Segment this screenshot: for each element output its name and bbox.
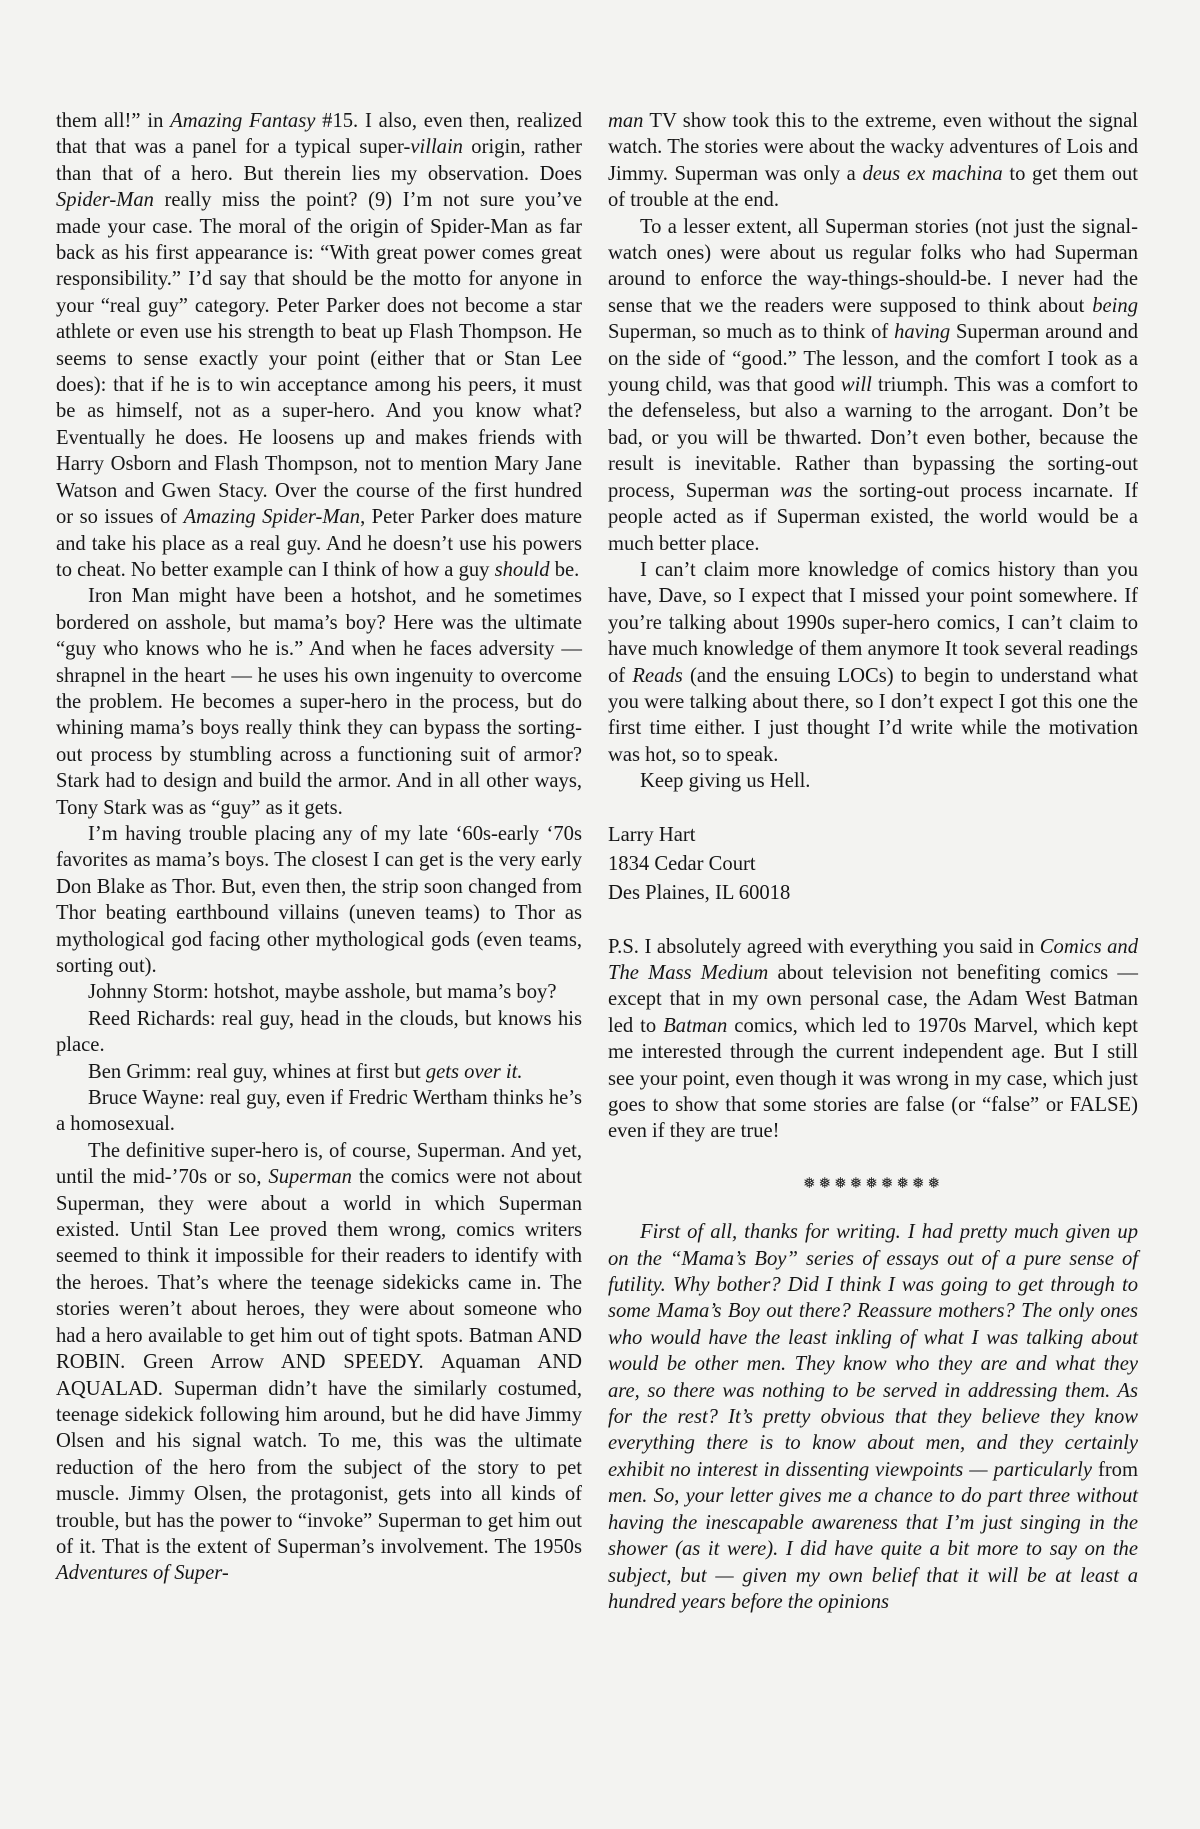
left-paragraph-6: Ben Grimm: real guy, whines at first but gets over it. [88,1060,523,1083]
right-paragraph-1: man TV show took this to the extreme, even without the signal watch. The stories were about the wacky adventures of Lois and Jimmy. Superman was only a deus ex machina to get them out of trouble at the end. [608,110,1139,212]
left-paragraph-8: The definitive super-hero is, of course, Superman. And yet, until the mid-’70s or so, Superman the comics were not about Superman, they were about a world in which Superman existed. Until Stan Lee proved them wrong, comics writers seemed to think it impossible for their readers to identify with the heroes. That’s where the teenage sidekicks came in. The stories weren’t about heroes, they were about someone who had a hero available to get him out of tight spots. Batman AND ROBIN. Green Arrow AND SPEEDY. Aquaman AND AQUALAD. Superman didn’t have the similarly costumed, teenage sidekick following him around, but he did have Jimmy Olsen and his signal watch. To me, this was the ultimate reduction of the hero from the subject of the story to pet muscle. Jimmy Olsen, the protagonist, gets into all kinds of trouble, but has the power to “invoke” Superman to get him out of it. That is the extent of Superman’s involvement. The 1950s Adventures of Super- [56,1139,582,1585]
signature-name: Larry Hart [608,823,696,846]
left-paragraph-5: Reed Richards: real guy, head in the clouds, but knows his place. [56,1007,582,1057]
right-column [608,108,1138,1615]
left-paragraph-1: them all!” in Amazing Fantasy #15. I also, even then, realized that that was a panel for a typical super-villain origin, rather than that of a hero. But therein lies my observation. Does Spider-Man really miss the point? (9) I’m not sure you’ve made your case. The moral of the origin of Spider-Man as far back as his first appearance is: “With great power comes great responsibility.” I’d say that should be the motto for anyone in your “real guy” category. Peter Parker does not become a star athlete or even use his strength to beat up Flash Thompson. He seems to sense exactly your point (either that or Stan Lee does): that if he is to win acceptance among his peers, it must be as himself, not as a super-hero. And you know what? Eventually he does. He loosens up and makes friends with Harry Osborn and Flash Thompson, not to mention Mary Jane Watson and Gwen Stacy. Over the course of the first hundred or so issues of Amazing Spider-Man, Peter Parker does mature and take his place as a real guy. And he doesn’t use his powers to cheat. No better example can I think of how a guy should be. [56,110,582,581]
left-paragraph-4: Johnny Storm: hotshot, maybe asshole, but mama’s boy? [88,981,557,1004]
right-paragraph-2: To a lesser extent, all Superman stories (not just the signal-watch ones) were about us regular folks who had Superman around to enforce the way-things-should-be. I never had the sense that we the readers were supposed to think about being Superman, so much as to think of having Superman around and on the side of “good.” The lesson, and the comfort I took as a young child, was that good will triumph. This was a comfort to the defenseless, but also a warning to the arrogant. Don’t be bad, or you will be thwarted. Don’t even bother, because the result is inevitable. Rather than bypassing the sorting-out process, Superman was the sorting-out process incarnate. If people acted as if Superman existed, the world would be a much better place. [608,215,1138,555]
editor-reply: First of all, thanks for writing. I had pretty much given up on the “Mama’s Boy” series of essays out of a pure sense of futility. Why bother? Did I think I was going to get through to some Mama’s Boy out there? Reassure mothers? The only ones who would have the least inkling of what I was talking about would be other men. They know who they are and what they are, so there was nothing to be served in addressing them. As for the rest? It’s pretty obvious that they believe they know everything there is to know about men, and they certainly exhibit no interest in dissenting viewpoints — particularly from men. So, your letter gives me a chance to do part three without having the inescapable awareness that I’m just singing in the shower (as it were). I did have quite a bit more to say on the subject, but — given my own belief that it will be at least a hundred years before the opinions [608,1221,1138,1613]
signature-block [608,821,1138,908]
signature-city: Des Plaines, IL 60018 [608,881,791,904]
right-paragraph-3: I can’t claim more knowledge of comics history than you have, Dave, so I expect that I missed your point somewhere. If you’re talking about 1990s super-hero comics, I can’t claim to have much knowledge of them anymore It took several readings of Reads (and the ensuing LOCs) to begin to understand what you were talking about there, so I don’t expect I got this one the first time either. I just thought I’d write while the motivation was hot, so to speak. [608,558,1138,766]
postscript: P.S. I absolutely agreed with everything you said in Comics and The Mass Medium about television not benefiting comics — except that in my own personal case, the Adam West Batman led to Batman comics, which led to 1970s Marvel, which kept me interested through the current independent age. But I still see your point, even though it was wrong in my case, which just goes to show that some stories are false (or “false” or FALSE) even if they are true! [608,935,1138,1143]
section-separator: ❅❅❅❅❅❅❅❅❅ [802,1175,944,1192]
left-paragraph-3: I’m having trouble placing any of my late ‘60s-early ‘70s favorites as mama’s boys. The closest I can get is the very early Don Blake as Thor. But, even then, the strip soon changed from Thor beating earthbound villains (uneven teams) to Thor as mythological god facing other mythological gods (even teams, sorting out). [56,822,582,977]
signature-street: 1834 Cedar Court [608,852,756,875]
left-paragraph-2: Iron Man might have been a hotshot, and he sometimes bordered on asshole, but mama’s boy? Here was the ultimate “guy who knows who he is.” And when he faces adversity — shrapnel in the heart — he uses his own ingenuity to overcome the problem. He becomes a super-hero in the process, but do whining mama’s boys really think they can bypass the sorting-out process by stumbling across a functioning suit of armor? Stark had to design and build the armor. And in all other ways, Tony Stark was as “guy” as it gets. [56,585,582,819]
left-column [56,108,582,1587]
left-paragraph-7: Bruce Wayne: real guy, even if Fredric Wertham thinks he’s a homosexual. [56,1087,582,1136]
right-paragraph-4: Keep giving us Hell. [640,770,811,793]
